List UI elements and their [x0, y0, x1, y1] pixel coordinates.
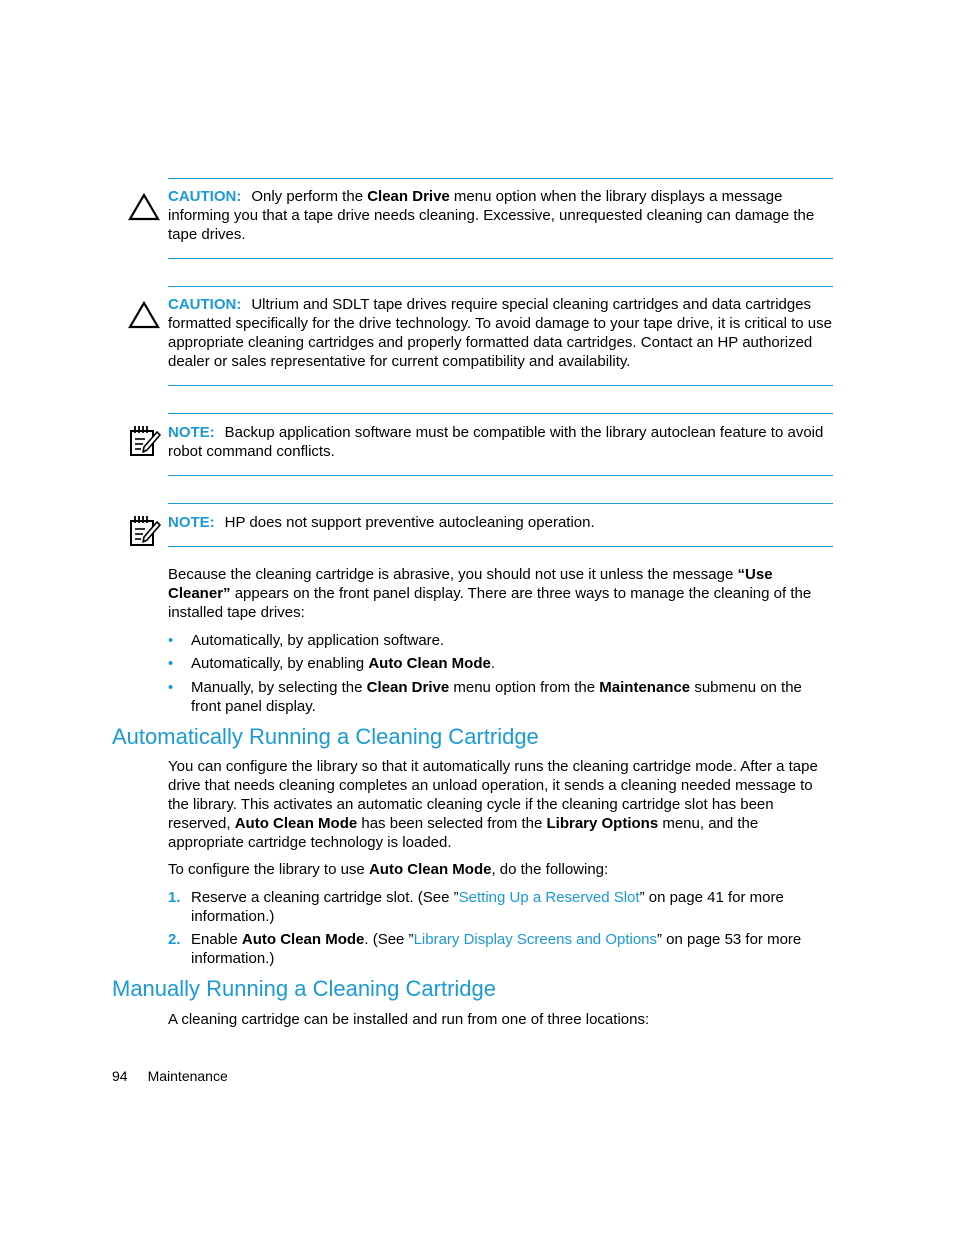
note-top-rule — [168, 503, 833, 504]
caution-top-rule — [168, 286, 833, 287]
note-top-rule — [168, 413, 833, 414]
list-item — [168, 654, 833, 673]
note-pad-icon — [128, 514, 162, 548]
paragraph-text: menu, and the appropriate cartridge technology is loaded. — [168, 815, 759, 851]
step-text: Reserve a cleaning cartridge slot. (See ” — [191, 889, 459, 906]
list-item-text: submenu on the front panel display. — [191, 679, 802, 715]
list-item — [168, 678, 833, 716]
section-paragraph: A cleaning cartridge can be installed and run from one of three locations: — [168, 1011, 650, 1028]
note-bottom-rule — [168, 475, 833, 476]
paragraph-bold: Auto Clean Mode — [234, 815, 358, 832]
section-heading-automatic: Automatically Running a Cleaning Cartridge — [112, 724, 539, 749]
step-number: 2. — [168, 931, 181, 948]
note-pad-icon — [128, 424, 162, 458]
caution-bottom-rule — [168, 258, 833, 259]
list-item-text: Manually, by selecting the — [191, 679, 367, 696]
step-text: ” on page 41 for more information.) — [191, 889, 784, 925]
paragraph-text: You can configure the library so that it automatically runs the cleaning cartridge mode. After a tape drive that needs cleaning completes an unload operation, it sends a cleaning needed message to the library. This activates an automatic cleaning cycle if the cleaning cartridge slot has been reserved, — [168, 758, 818, 832]
note-text: HP does not support preventive autocleaning operation. — [224, 514, 595, 531]
note-label: NOTE: — [168, 514, 215, 531]
page-footer — [112, 1067, 228, 1086]
caution-triangle-icon — [128, 301, 160, 329]
note-text: Backup application software must be compatible with the library autoclean feature to avoid robot command conflicts. — [168, 424, 824, 460]
paragraph-text: To configure the library to use — [168, 861, 369, 878]
note-label: NOTE: — [168, 424, 215, 441]
config-steps-list — [168, 888, 833, 968]
footer-section: Maintenance — [147, 1068, 228, 1084]
page-number: 94 — [112, 1068, 128, 1084]
bullet-glyph: • — [168, 632, 174, 649]
caution-triangle-icon — [128, 193, 160, 221]
step-text: . (See ” — [364, 931, 414, 948]
step-item — [168, 888, 833, 926]
bullet-glyph: • — [168, 679, 174, 696]
caution-text: Ultrium and SDLT tape drives require special cleaning cartridges and data cartridges formatted specifically for the drive technology. To avoid damage to your tape drive, it is critical to use appropriate cleaning cartridges and properly formatted data cartridges. Contact an HP authorized dealer or sales representative for current compatibility and availability. — [168, 296, 832, 370]
list-item-bold: Clean Drive — [366, 679, 450, 696]
caution-bottom-rule — [168, 385, 833, 386]
paragraph-bold: Auto Clean Mode — [368, 861, 492, 878]
bullet-glyph: • — [168, 655, 174, 672]
intro-text: appears on the front panel display. There are three ways to manage the cleaning of the installed tape drives: — [168, 585, 812, 621]
list-item-bold: Maintenance — [599, 679, 691, 696]
caution-box — [168, 295, 833, 371]
step-bold: Auto Clean Mode — [241, 931, 365, 948]
step-item — [168, 930, 833, 968]
cleaning-methods-list — [168, 631, 833, 716]
paragraph-text: has been selected from the — [357, 815, 547, 832]
display-screens-link[interactable]: Library Display Screens and Options — [413, 931, 658, 948]
step-text: ” on page 53 for more information.) — [191, 931, 802, 967]
intro-text: Because the cleaning cartridge is abrasive, you should not use it unless the message — [168, 566, 738, 583]
paragraph-text: , do the following: — [491, 861, 609, 878]
step-text: Enable — [191, 931, 242, 948]
list-item-text: Automatically, by enabling — [191, 655, 369, 672]
list-item-bold: Auto Clean Mode — [368, 655, 491, 672]
list-item — [168, 631, 833, 650]
caution-text: Only perform the — [251, 188, 368, 205]
section-paragraph — [168, 757, 833, 852]
caution-box — [168, 187, 833, 244]
config-paragraph — [168, 860, 833, 879]
list-item-text: Automatically, by application software. — [191, 632, 445, 649]
intro-bold: “Use Cleaner” — [168, 566, 773, 602]
note-box — [168, 513, 833, 532]
intro-paragraph — [168, 565, 833, 622]
caution-top-rule — [168, 178, 833, 179]
note-box — [168, 423, 833, 461]
caution-text: menu option when the library displays a message informing you that a tape drive needs cleaning. Excessive, unrequested cleaning can damage the tape drives. — [168, 188, 815, 243]
step-number: 1. — [168, 889, 181, 906]
section-heading-manual: Manually Running a Cleaning Cartridge — [112, 976, 497, 1001]
list-item-text: menu option from the — [449, 679, 600, 696]
note-bottom-rule — [168, 546, 833, 547]
caution-label: CAUTION: — [168, 188, 242, 205]
caution-label: CAUTION: — [168, 296, 242, 313]
paragraph-bold: Library Options — [546, 815, 659, 832]
list-item-text: . — [490, 655, 495, 672]
caution-bold: Clean Drive — [367, 188, 450, 205]
reserved-slot-link[interactable]: Setting Up a Reserved Slot — [458, 889, 640, 906]
